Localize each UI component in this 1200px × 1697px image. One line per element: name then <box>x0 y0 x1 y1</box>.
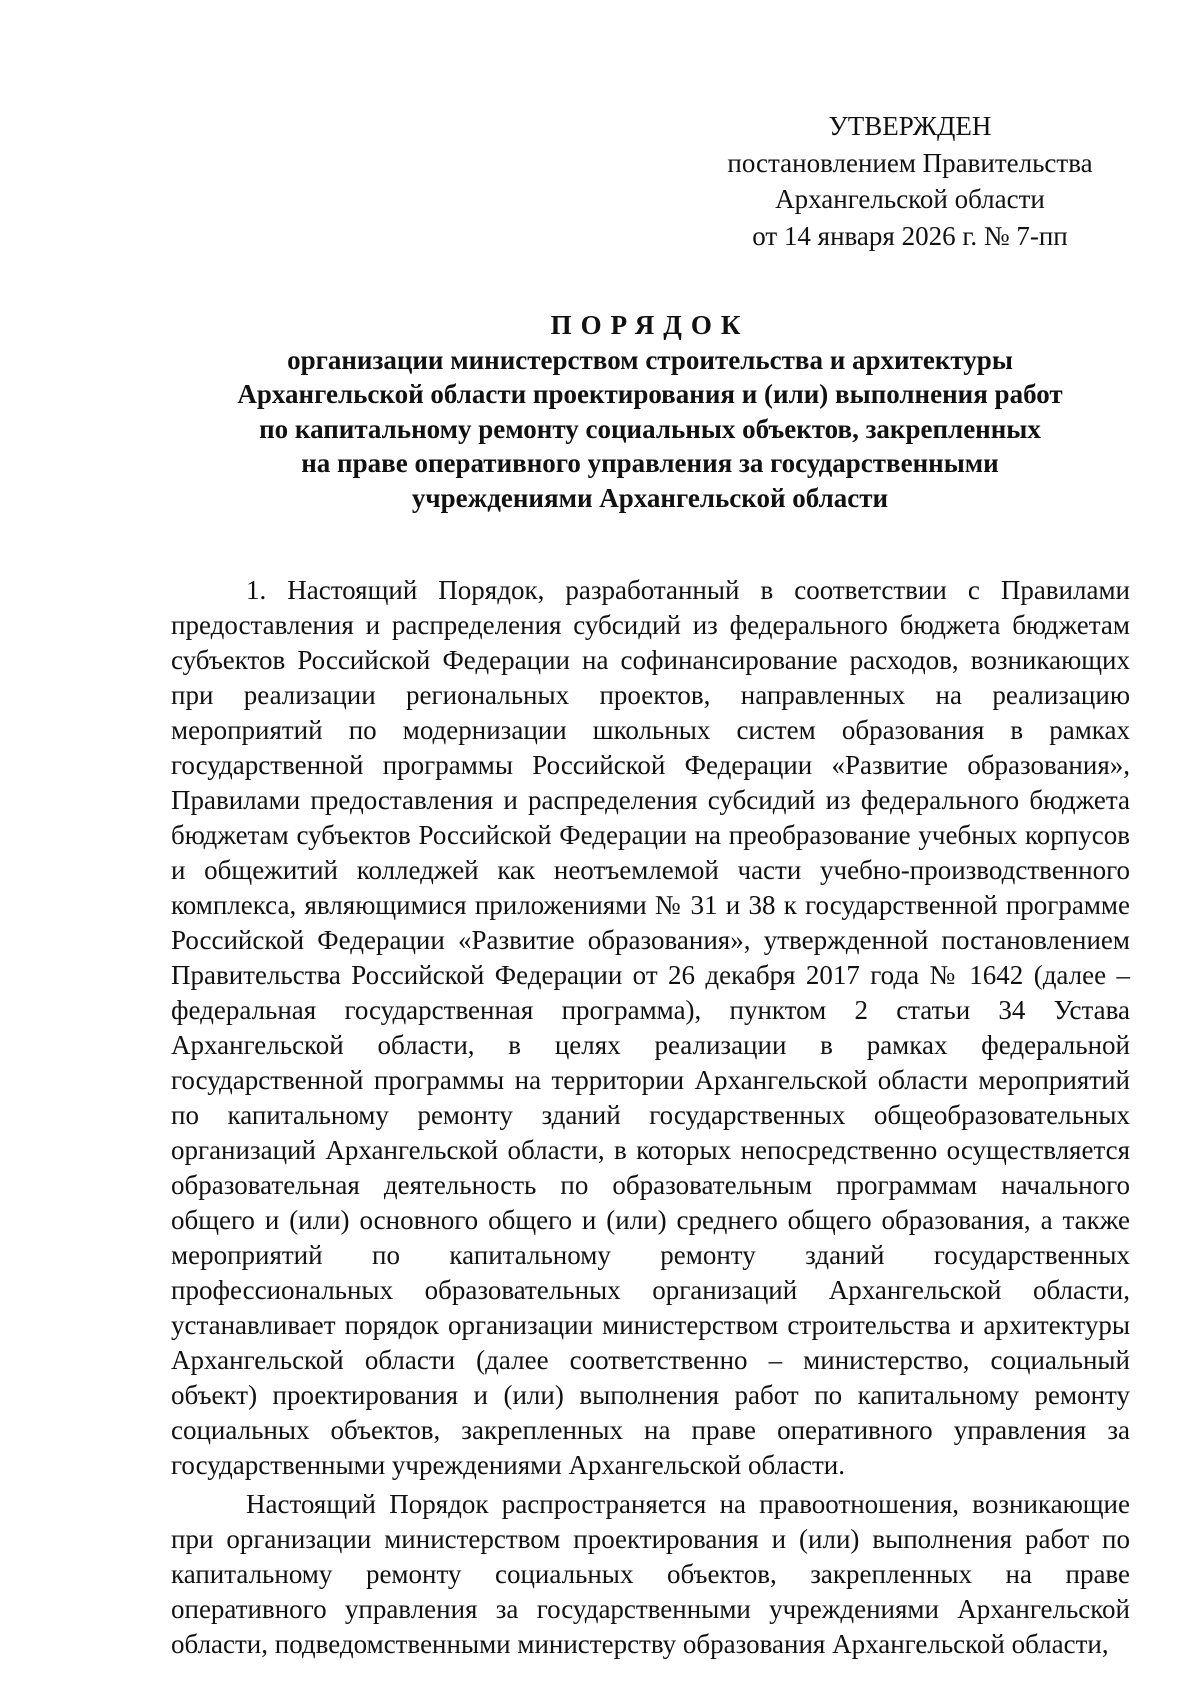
title-line-3: по капитальному ремонту социальных объектов, закрепленных <box>259 413 1041 444</box>
document-body <box>171 573 1130 1666</box>
document-title <box>170 308 1130 515</box>
title-line-2: Архангельской области проектирования и (или) выполнения работ <box>237 379 1063 409</box>
approval-line-resolution: постановлением Правительства <box>727 147 1093 178</box>
title-heading: ПОРЯДОК <box>550 310 750 340</box>
approval-line-approved: УТВЕРЖДЕН <box>828 111 992 141</box>
title-line-5: учреждениями Архангельской области <box>411 482 889 513</box>
approval-line-region: Архангельской области <box>775 184 1045 214</box>
approval-line-date-number: от 14 января 2026 г. № 7-пп <box>752 220 1068 251</box>
title-line-4: на праве оперативного управления за государственными <box>301 448 999 478</box>
approval-stamp <box>700 108 1120 254</box>
title-line-1: организации министерством строительства и архитектуры <box>287 344 1013 375</box>
body-paragraph-2: Настоящий Порядок распространяется на правоотношения, возникающие при организации министерством проектирования и (или) выполнения работ по капитальному ремонту социальных объектов, закрепленных на праве оперативного управления за государственными учреждениями Архангельской области, подведомственными министерству образования Архангельской области, <box>171 1489 1130 1659</box>
body-paragraph-1: 1. Настоящий Порядок, разработанный в соответствии с Правилами предоставления и распределения субсидий из федерального бюджета бюджетам субъектов Российской Федерации на софинансирование расходов, возникающих при реализации региональных проектов, направленных на реализацию мероприятий по модернизации школьных систем образования в рамках государственной программы Российской Федерации «Развитие образования», Правилами предоставления и распределения субсидий из федерального бюджета бюджетам субъектов Российской Федерации на преобразование учебных корпусов и общежитий колледжей как неотъемлемой части учебно-производственного комплекса, являющимися приложениями № 31 и 38 к государственной программе Российской Федерации «Развитие образования», утвержденной постановлением Правительства Российской Федерации от 26 декабря 2017 года № 1642 (далее – федеральная государственная программа), пунктом 2 статьи 34 Устава Архангельской области, в целях реализации в рамках федеральной государственной программы на территории Архангельской области мероприятий по капитальному ремонту зданий государственных общеобразовательных организаций Архангельской области, в которых непосредственно осуществляется образовательная деятельность по образовательным программам начального общего и (или) основного общего и (или) среднего общего образования, а также мероприятий по капитальному ремонту зданий государственных профессиональных образовательных организаций Архангельской области, устанавливает порядок организации министерством строительства и архитектуры Архангельской области (далее соответственно – министерство, социальный объект) проектирования и (или) выполнения работ по капитальному ремонту социальных объектов, закрепленных на праве оперативного управления за государственными учреждениями Архангельской области. <box>171 575 1130 1480</box>
